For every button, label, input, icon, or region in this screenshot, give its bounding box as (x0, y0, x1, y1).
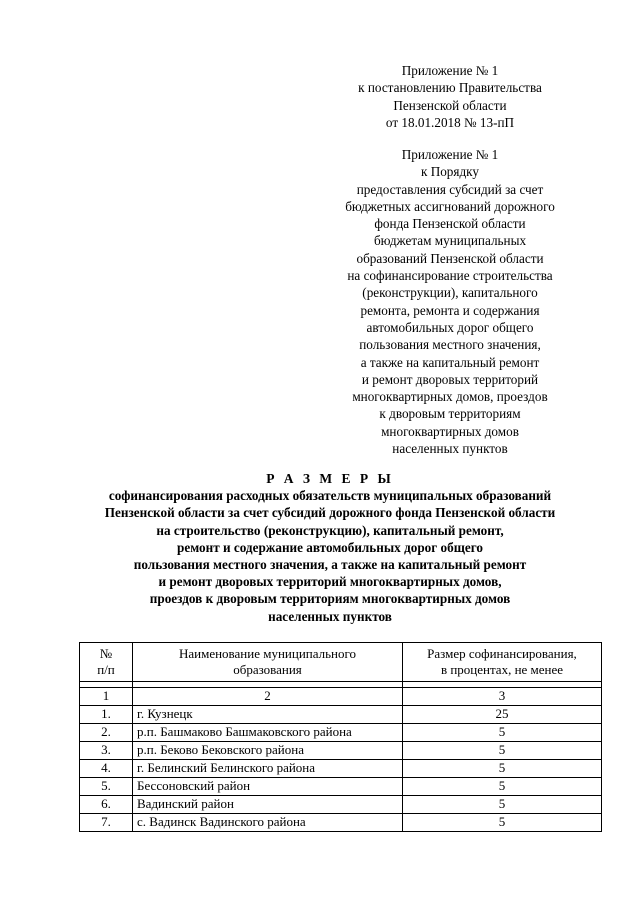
row-number: 2. (80, 724, 133, 742)
header-text: № (99, 646, 113, 661)
column-number: 3 (403, 688, 602, 706)
header-cofinancing-size (403, 643, 602, 682)
appendix-line: к постановлению Правительства (358, 80, 542, 96)
table-row (80, 760, 602, 778)
appendix-line: пользования местного значения, (359, 337, 541, 353)
row-number: 5. (80, 778, 133, 796)
column-number: 2 (133, 688, 403, 706)
row-value: 5 (403, 778, 602, 796)
row-value: 5 (403, 760, 602, 778)
appendix-line: и ремонт дворовых территорий (361, 371, 539, 387)
row-value: 25 (403, 706, 602, 724)
row-number: 7. (80, 814, 133, 832)
appendix-line: многоквартирных домов, проездов (352, 389, 548, 405)
document-title (40, 470, 620, 625)
header-text: в процентах, не менее (440, 662, 564, 677)
title-line: населенных пунктов (268, 608, 392, 624)
appendix-line: предоставления субсидий за счет (356, 181, 544, 197)
title-heading: Р А З М Е Р Ы (266, 471, 394, 486)
row-number: 1. (80, 706, 133, 724)
appendix-line: бюджетам муниципальных (373, 233, 527, 249)
title-line: и ремонт дворовых территорий многоквартирных домов, (158, 574, 502, 590)
header-text: Наименование муниципального (178, 646, 357, 661)
table-row (80, 724, 602, 742)
appendix-line: образований Пензенской области (356, 250, 544, 266)
appendix-line: ремонта, ремонта и содержания (360, 302, 540, 318)
appendix-order-reference (310, 146, 590, 457)
appendix-line: населенных пунктов (392, 441, 508, 457)
appendix-line: а также на капитальный ремонт (360, 354, 540, 370)
row-municipality: г. Белинский Белинского района (133, 760, 403, 778)
title-line: ремонт и содержание автомобильных дорог общего (177, 539, 483, 555)
header-text: Размер софинансирования, (427, 646, 577, 661)
row-municipality: Вадинский район (133, 796, 403, 814)
table-header-row (80, 643, 602, 682)
column-number: 1 (80, 688, 133, 706)
row-number: 4. (80, 760, 133, 778)
table-row (80, 706, 602, 724)
column-number-row (80, 688, 602, 706)
table-row (80, 778, 602, 796)
appendix-line: к Порядку (420, 164, 479, 180)
title-line: Пензенской области за счет субсидий дорожного фонда Пензенской области (104, 505, 556, 521)
title-line: на строительство (реконструкцию), капитальный ремонт, (156, 522, 504, 538)
appendix-line: на софинансирование строительства (347, 268, 553, 284)
appendix-line: бюджетных ассигнований дорожного (345, 198, 555, 214)
table-row (80, 742, 602, 760)
row-municipality: с. Вадинск Вадинского района (133, 814, 403, 832)
appendix-line: Приложение № 1 (401, 147, 499, 162)
row-value: 5 (403, 814, 602, 832)
appendix-line: Приложение № 1 (401, 63, 499, 78)
cofinancing-table (79, 642, 602, 832)
appendix-line: автомобильных дорог общего (366, 319, 534, 335)
row-municipality: г. Кузнецк (133, 706, 403, 724)
header-text: образования (233, 662, 302, 677)
appendix-resolution-reference (310, 62, 590, 131)
row-municipality: р.п. Беково Бековского района (133, 742, 403, 760)
row-municipality: Бессоновский район (133, 778, 403, 796)
appendix-line: Пензенской области (393, 97, 507, 113)
header-municipality (133, 643, 403, 682)
title-line: проездов к дворовым территориям многоквартирных домов (149, 591, 511, 607)
row-number: 3. (80, 742, 133, 760)
header-number (80, 643, 133, 682)
table-row (80, 814, 602, 832)
title-line: пользования местного значения, а также на капитальный ремонт (133, 557, 527, 573)
row-number: 6. (80, 796, 133, 814)
appendix-line: (реконструкции), капитального (362, 285, 538, 301)
table-row (80, 796, 602, 814)
title-line: софинансирования расходных обязательств муниципальных образований (108, 488, 552, 504)
row-value: 5 (403, 724, 602, 742)
row-value: 5 (403, 796, 602, 814)
appendix-line: фонда Пензенской области (374, 216, 526, 232)
appendix-line: к дворовым территориям (379, 406, 521, 422)
appendix-line: от 18.01.2018 № 13-пП (385, 114, 515, 130)
row-value: 5 (403, 742, 602, 760)
row-municipality: р.п. Башмаково Башмаковского района (133, 724, 403, 742)
header-text: п/п (97, 662, 115, 677)
appendix-line: многоквартирных домов (381, 423, 519, 439)
